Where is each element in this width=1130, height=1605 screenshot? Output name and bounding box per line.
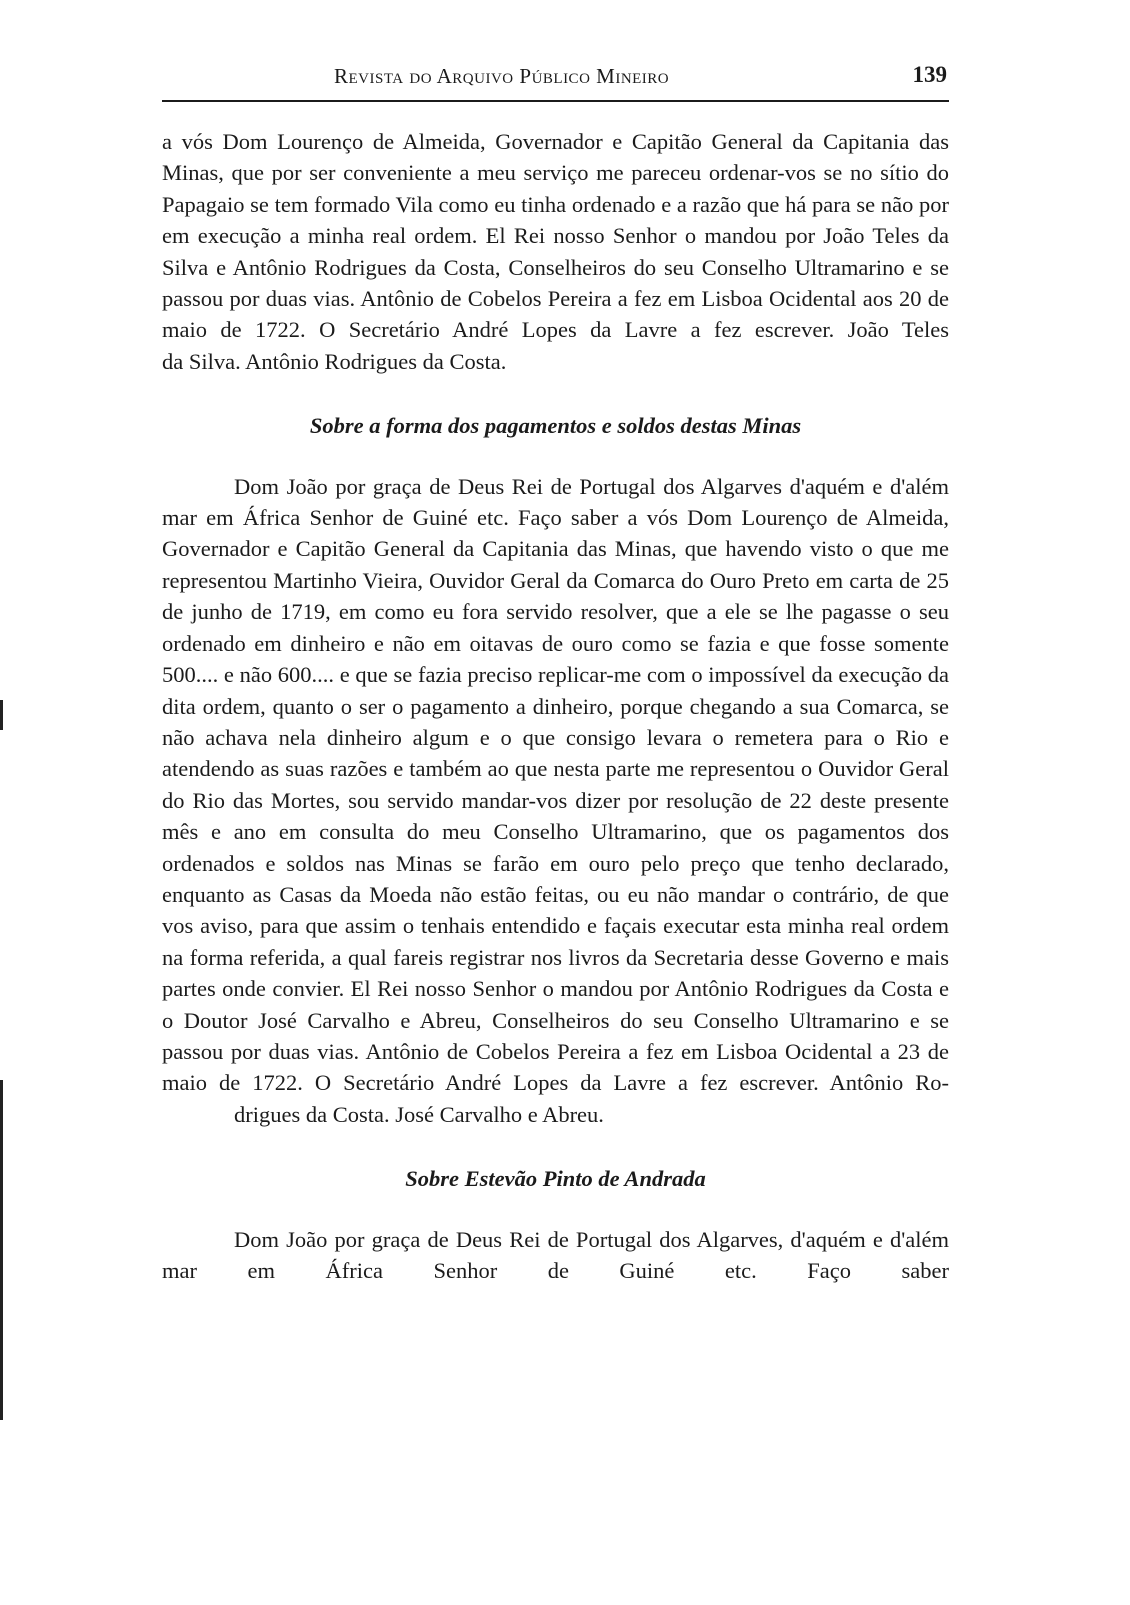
section-title-pagamentos: Sobre a forma dos pagamentos e soldos destas Minas [309, 413, 802, 439]
paragraph-text: Dom João por graça de Deus Rei de Portugal dos Algarves d'aquém e d'além mar em África Senhor de Guiné etc. Faço saber a vós Dom Lourenço de Almeida, Governador e Capitão General da Capitania das Minas, que havendo visto o que me representou Martinho Vieira, Ouvidor Geral da Comarca do Ouro Preto em carta de 25 de junho de 1719, em como eu fora servido resolver, que a ele se lhe pagasse o seu ordenado em dinheiro e não em oitavas de ouro como se fazia e que fosse somente 500.... e não 600.... e que se fazia preciso replicar-me com o impossível da execução da dita ordem, quanto o ser o pagamento a dinheiro, porque chegando a sua Comarca, se não achava nela dinheiro algum e o que consigo levara o remetera para o Rio e atendendo as suas razões e também ao que nesta parte me representou o Ouvidor Geral do Rio das Mortes, sou servido mandar-vos dizer por resolução de 22 deste presente mês e ano em consulta do meu Conselho Ultramarino, que os pagamentos dos ordenados e soldos nas Minas se farão em ouro pelo preço que tenho declarado, enquanto as Casas da Moeda não estão feitas, ou eu não mandar o contrário, de que vos aviso, para que assim o tenhais entendido e façais executar esta minha real ordem na forma referida, a qual fareis registrar nos livros da Secretaria desse Governo e mais partes onde convier. El Rei nosso Senhor o mandou por Antônio Rodrigues da Costa e o Doutor José Carvalho e Abreu, Conselheiros do seu Conselho Ultramarino e se passou por duas vias. Antônio de Cobelos Pereira a fez em Lisboa Ocidental a 23 de maio de 1722. O Secretário André Lopes da Lavre a fez escrever. Antônio Ro- [162, 473, 949, 1096]
paragraph-continuation [162, 126, 949, 377]
paragraph-text: a vós Dom Lourenço de Almeida, Governador e Capitão General da Capitania das Minas, que por ser conveniente a meu serviço me pareceu ordenar-vos se no sítio do Papagaio se tem formado Vila como eu tinha ordenado e a razão que há para se não por em execução a minha real ordem. El Rei nosso Senhor o mandou por João Teles da Silva e Antônio Rodrigues da Costa, Conselheiros do seu Conselho Ultramarino e se passou por duas vias. Antônio de Cobelos Pereira a fez em Lisboa Ocidental aos 20 de maio de 1722. O Secretário André Lopes da Lavre a fez escrever. João Teles [162, 129, 949, 343]
scan-edge-mark [0, 700, 3, 730]
paragraph-last-line: drigues da Costa. José Carvalho e Abreu. [234, 1101, 604, 1127]
paragraph-estevao [162, 1224, 949, 1287]
paragraph-last-line: da Silva. Antônio Rodrigues da Costa. [162, 348, 507, 374]
body-text [162, 126, 949, 1286]
scan-edge-mark [0, 1080, 3, 1420]
paragraph-pagamentos [162, 471, 949, 1131]
running-head: Revista do Arquivo Público Mineiro [334, 64, 670, 88]
paragraph-text: Dom João por graça de Deus Rei de Portugal dos Algarves, d'aquém e d'além mar em África Senhor de Guiné etc. Faço saber [162, 1226, 949, 1283]
page-header [162, 62, 949, 102]
section-title-estevao: Sobre Estevão Pinto de Andrada [405, 1166, 706, 1192]
page-number: 139 [912, 62, 947, 87]
